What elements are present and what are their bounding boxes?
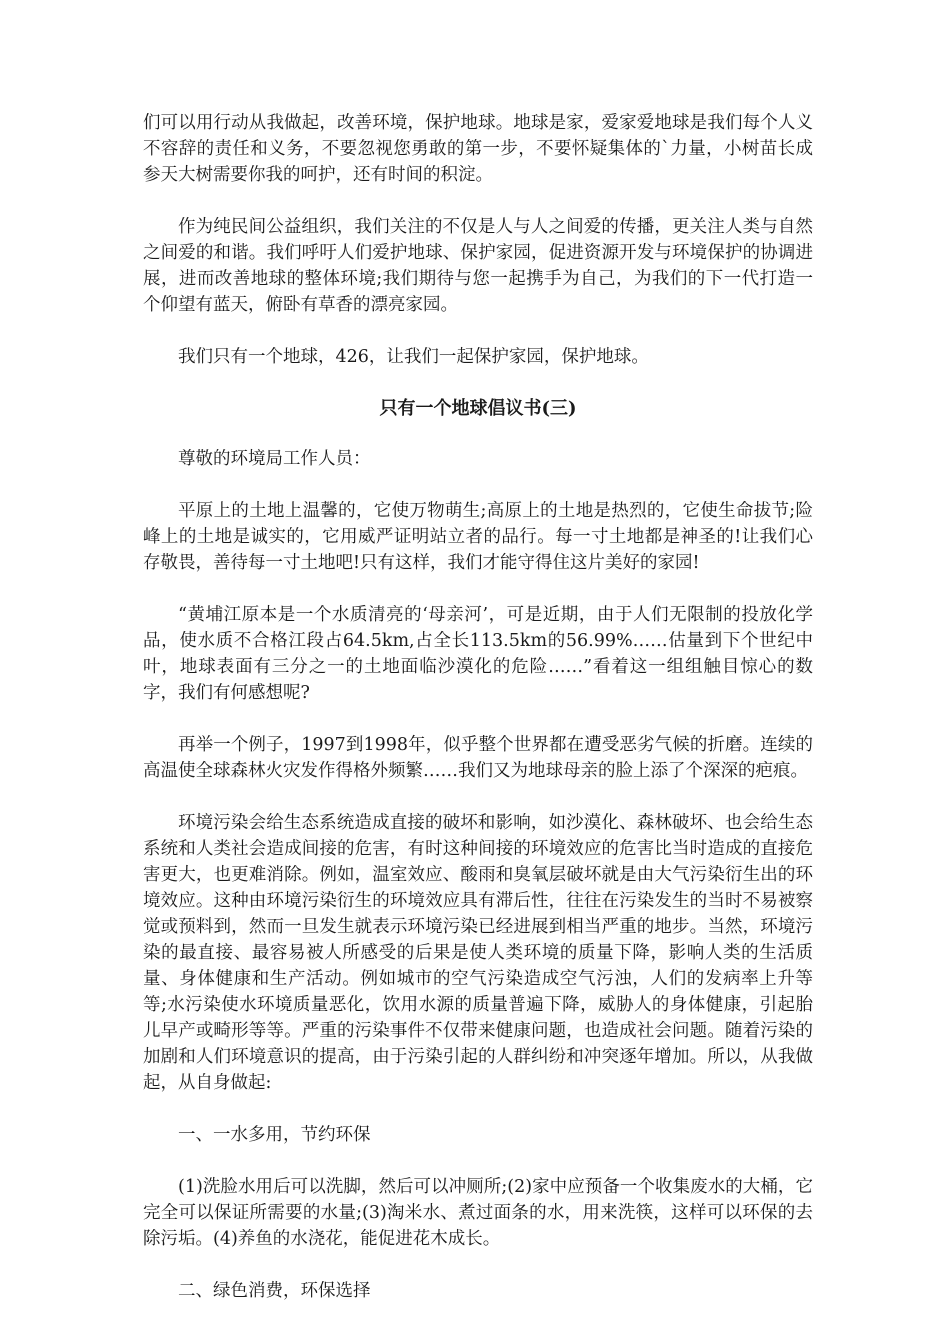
list-heading-2: 二、绿色消费，环保选择 [178,1281,371,1301]
intro-paragraph-1: 们可以用行动从我做起，改善环境，保护地球。地球是家，爱家爱地球是我们每个人义不容辞的责任和义务，不要忽视您勇敢的第一步，不要怀疑集体的`力量，小树苗长成参天大树需要你我的呵护，还有时间的积淀。 [143,113,813,185]
body-paragraph-5: (1)洗脸水用后可以洗脚，然后可以冲厕所;(2)家中应预备一个收集废水的大桶，它完全可以保证所需要的水量;(3)淘米水、煮过面条的水，用来洗筷，这样可以环保的去除污垢。(4)养鱼的水浇花，能促进花木成长。 [143,1177,813,1249]
salutation: 尊敬的环境局工作人员： [178,449,371,469]
section-title: 只有一个地球倡议书(三) [379,398,577,419]
body-paragraph-4: 环境污染会给生态系统造成直接的破坏和影响，如沙漠化、森林破坏、也会给生态系统和人类社会造成间接的危害，有时这种间接的环境效应的危害比当时造成的直接危害更大，也更难消除。例如，温室效应、酸雨和臭氧层破坏就是由大气污染衍生出的环境效应。这种由环境污染衍生的环境效应具有滞后性，往往在污染发生的当时不易被察觉或预料到，然而一旦发生就表示环境污染已经进展到相当严重的地步。当然，环境污染的最直接、最容易被人所感受的后果是使人类环境的质量下降，影响人类的生活质量、身体健康和生产活动。例如城市的空气污染造成空气污浊，人们的发病率上升等等;水污染使水环境质量恶化，饮用水源的质量普遍下降，威胁人的身体健康，引起胎儿早产或畸形等等。严重的污染事件不仅带来健康问题，也造成社会问题。随着污染的加剧和人们环境意识的提高，由于污染引起的人群纠纷和冲突逐年增加。所以，从我做起，从自身做起: [143,813,813,1093]
list-heading-1: 一、一水多用，节约环保 [178,1125,371,1145]
body-paragraph-2: “黄埔江原本是一个水质清亮的‘母亲河’，可是近期，由于人们无限制的投放化学品，使水质不合格江段占64.5km,占全长113.5km的56.99%……估量到下个世纪中叶，地球表面有三分之一的土地面临沙漠化的危险……”看着这一组组触目惊心的数字，我们有何感想呢? [143,605,813,703]
intro-paragraph-3: 我们只有一个地球，426，让我们一起保护家园，保护地球。 [178,347,649,367]
body-paragraph-3: 再举一个例子，1997到1998年，似乎整个世界都在遭受恶劣气候的折磨。连续的高温使全球森林火灾发作得格外频繁……我们又为地球母亲的脸上添了个深深的疤痕。 [143,735,813,781]
intro-paragraph-2: 作为纯民间公益组织，我们关注的不仅是人与人之间爱的传播，更关注人类与自然之间爱的和谐。我们呼吁人们爱护地球、保护家园，促进资源开发与环境保护的协调进展，进而改善地球的整体环境;我们期待与您一起携手为自己，为我们的下一代打造一个仰望有蓝天，俯卧有草香的漂亮家园。 [143,217,813,315]
document-page [143,110,813,1330]
body-paragraph-1: 平原上的土地上温馨的，它使万物萌生;高原上的土地是热烈的，它使生命拔节;险峰上的土地是诚实的，它用威严证明站立者的品行。每一寸土地都是神圣的!让我们心存敬畏，善待每一寸土地吧!只有这样，我们才能守得住这片美好的家园! [143,501,813,573]
